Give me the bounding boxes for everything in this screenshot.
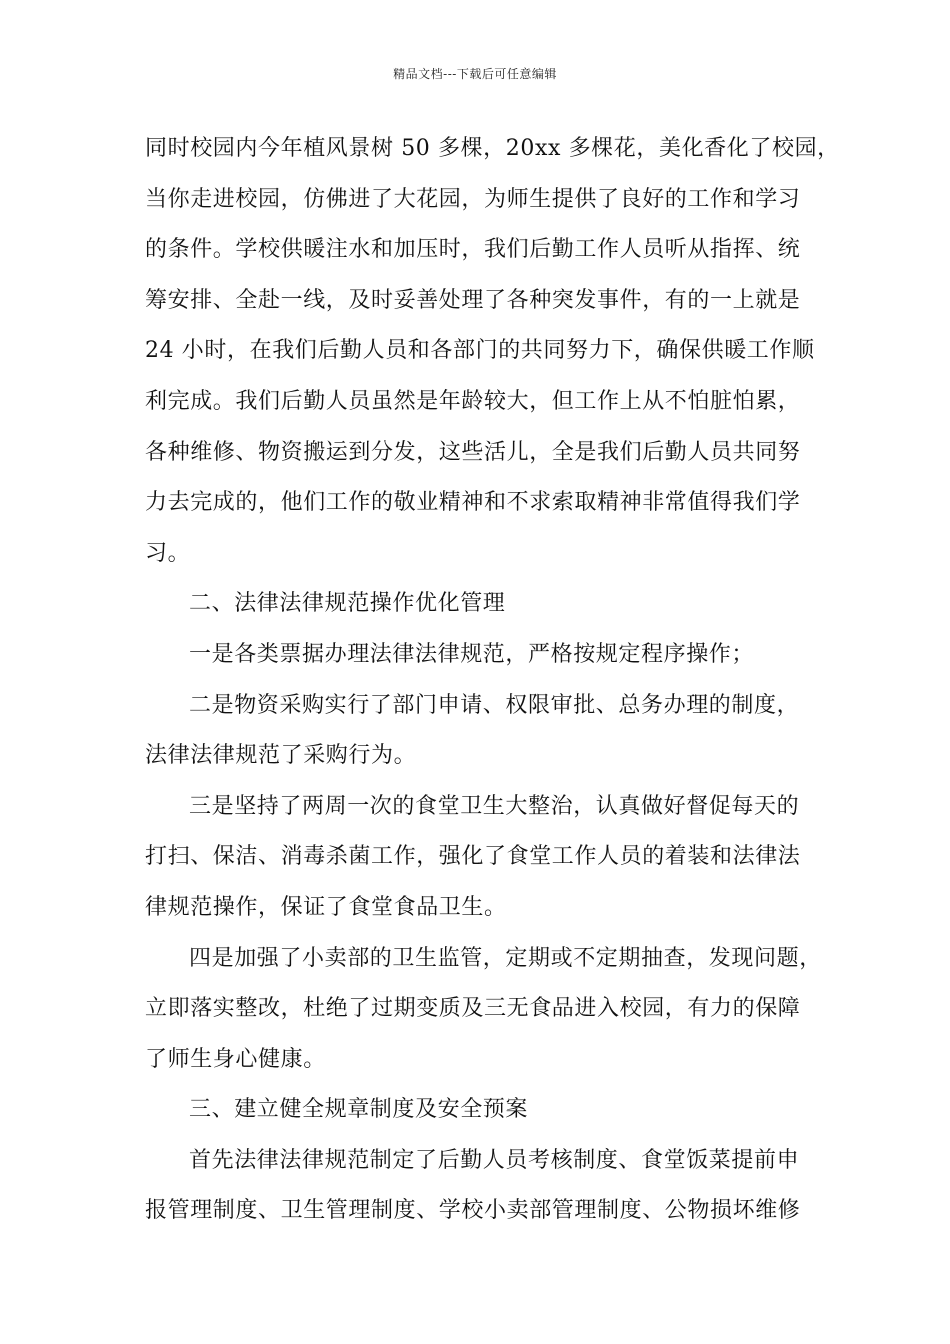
text-line: 利完成。我们后勤人员虽然是年龄较大，但工作上从不怕脏怕累， (145, 388, 801, 414)
section-heading: 三、建立健全规章制度及安全预案 (189, 1097, 529, 1123)
text-line: 的条件。学校供暖注水和加压时，我们后勤工作人员听从指挥、统 (145, 237, 801, 263)
text-line: 了师生身心健康。 (145, 1046, 326, 1072)
text-line: 报管理制度、卫生管理制度、学校小卖部管理制度、公物损坏维修 (145, 1198, 801, 1224)
text-line: 24 小时，在我们后勤人员和各部门的共同努力下，确保供暖工作顺 (145, 338, 815, 364)
text-line: 立即落实整改，杜绝了过期变质及三无食品进入校园，有力的保障 (145, 996, 801, 1022)
paragraph-start: 四是加强了小卖部的卫生监管，定期或不定期抽查，发现问题， (189, 945, 822, 971)
section-heading: 二、法律法律规范操作优化管理 (189, 591, 506, 617)
text-line: 打扫、保洁、消毒杀菌工作，强化了食堂工作人员的着装和法律法 (145, 844, 801, 870)
paragraph-start: 一是各类票据办理法律法律规范，严格按规定程序操作； (189, 641, 755, 667)
document-body (145, 129, 840, 1242)
text-line: 当你走进校园，仿佛进了大花园，为师生提供了良好的工作和学习 (145, 186, 801, 212)
paragraph-start: 首先法律法律规范制定了后勤人员考核制度、食堂饭菜提前申 (189, 1147, 800, 1173)
text-line: 习。 (145, 540, 191, 566)
paragraph-start: 三是坚持了两周一次的食堂卫生大整治，认真做好督促每天的 (189, 793, 800, 819)
text-line: 力去完成的，他们工作的敬业精神和不求索取精神非常值得我们学 (145, 490, 801, 516)
page-header: 精品文档---下载后可任意编辑 (393, 67, 557, 81)
text-line: 各种维修、物资搬运到分发，这些活儿，全是我们后勤人员共同努 (145, 439, 801, 465)
text-line: 法律法律规范了采购行为。 (145, 743, 417, 769)
text-line: 同时校园内今年植风景树 50 多棵，20xx 多棵花，美化香化了校园， (145, 136, 840, 161)
paragraph-start: 二是物资采购实行了部门申请、权限审批、总务办理的制度， (189, 692, 800, 718)
text-line: 律规范操作，保证了食堂食品卫生。 (145, 894, 507, 920)
text-line: 筹安排、全赴一线，及时妥善处理了各种突发事件，有的一上就是 (145, 287, 801, 313)
